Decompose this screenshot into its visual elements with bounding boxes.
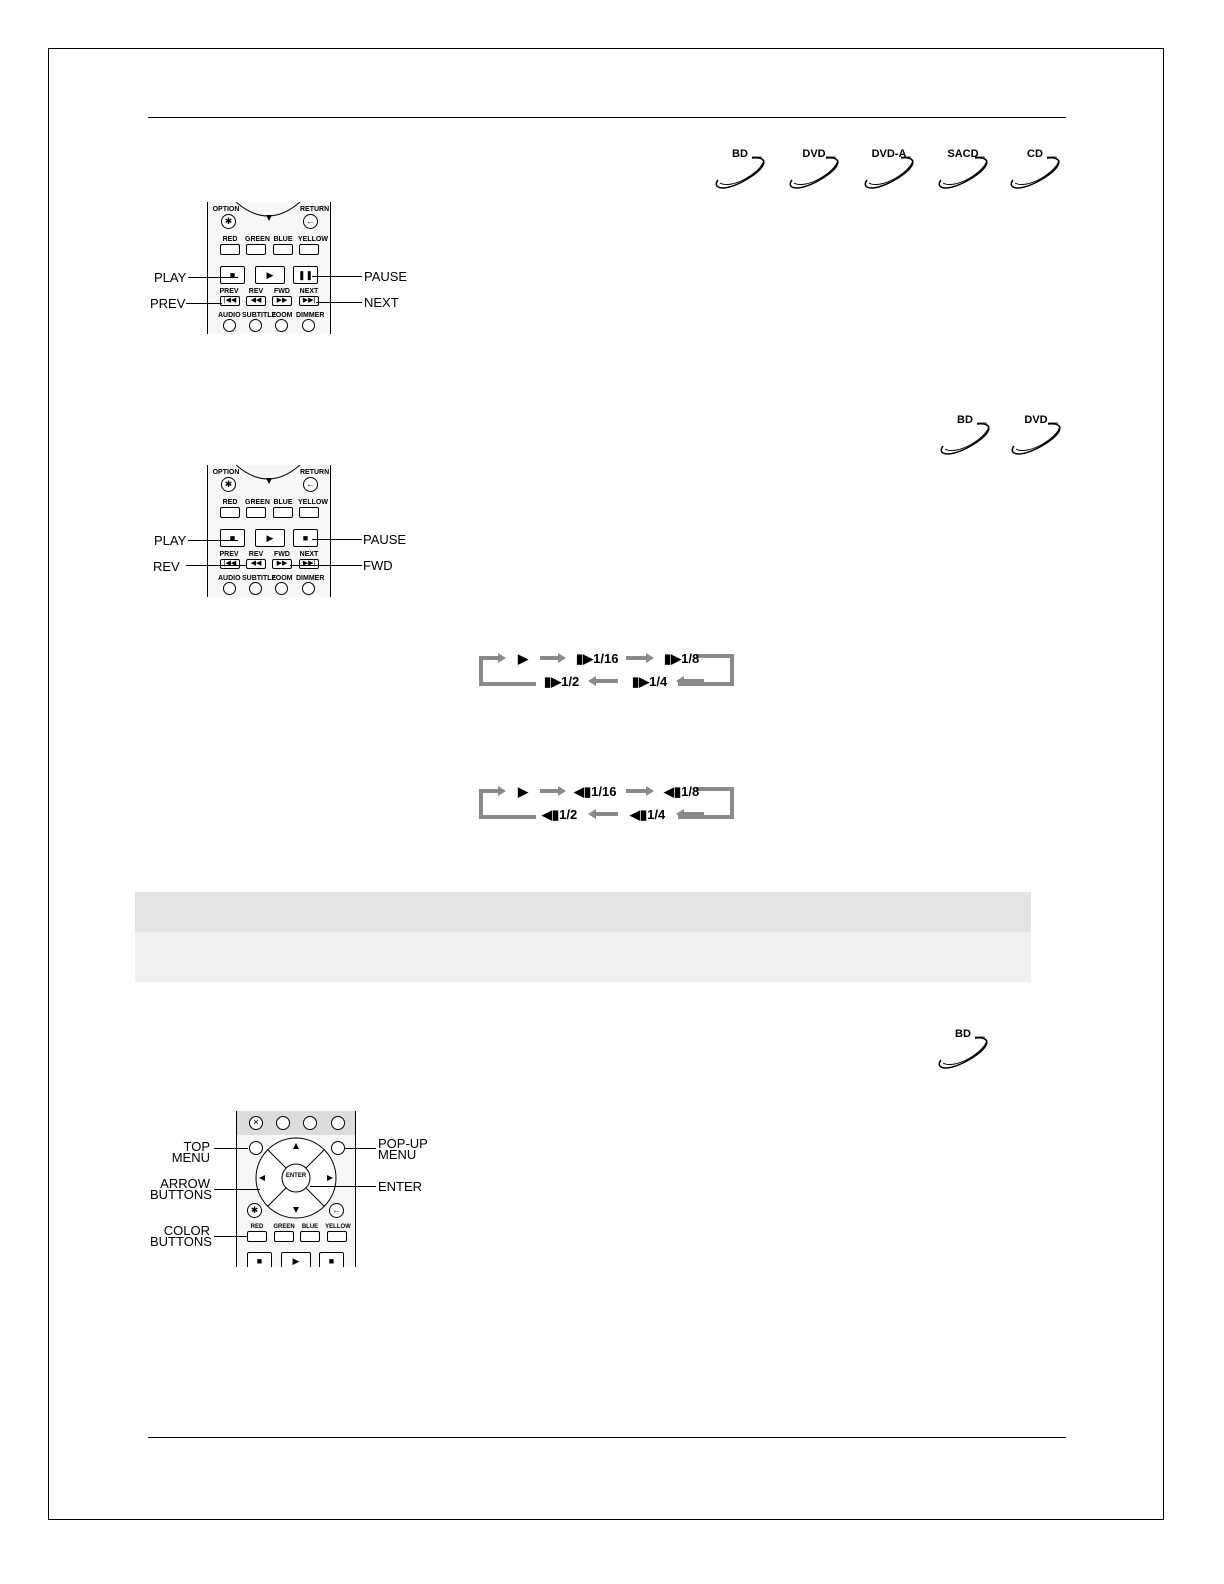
disc-logo-label: CD [1027,148,1043,160]
callout-prev: PREV [150,296,186,311]
green-key-label: GREEN [245,236,270,243]
next-key-label: NEXT [299,288,319,295]
disc-logo-label: SACD [947,148,979,160]
prev-key-label: PREV [219,288,239,295]
option-button[interactable]: ✱ [247,1203,262,1218]
stop-button[interactable]: ■ [247,1252,272,1267]
disc-logo-cd [1007,150,1067,192]
disc-logo-label: DVD [802,148,826,160]
yellow-key-label: YELLOW [298,236,328,243]
callout-top-menu: TOP MENU [171,1139,210,1165]
leader-popup-menu [344,1148,376,1149]
reverse-slow-sequence [478,783,738,823]
table-row-band [135,932,1031,982]
red-button[interactable] [220,244,240,255]
subtitle-button[interactable] [249,582,262,595]
green-key-label: GREEN [245,499,270,506]
disc-logo-bd [712,150,772,192]
zoom-key-label: ZOOM [271,575,293,582]
next-key-label: NEXT [299,551,319,558]
callout-next: NEXT [364,295,399,310]
seq-rev-1-4: ◀▮1/4 [630,807,666,822]
green-button[interactable] [246,244,266,255]
callout-fwd: FWD [363,558,393,573]
fwd-key-label: FWD [274,288,290,295]
red-key-label: RED [222,499,238,506]
disc-logo-label: DVD-A [871,148,907,160]
prev-button[interactable]: |◀◀ [220,296,240,306]
callout-color-buttons: COLOR BUTTONS [150,1223,212,1249]
disc-logo-label: BD [957,414,973,426]
play-button[interactable]: ▶ [255,266,285,284]
rev-key-label: REV [248,288,264,295]
green-key-label: GREEN [273,1224,295,1230]
subtitle-key-label: SUBTITLE [242,575,277,582]
leader-pause [312,539,362,540]
dimmer-button[interactable] [302,319,315,332]
leader-play [188,540,238,541]
callout-pause: PAUSE [363,532,407,547]
blue-button[interactable] [300,1231,320,1242]
disc-logo-bd [935,1030,995,1072]
callout-arrow-buttons: ARROW BUTTONS [150,1176,212,1202]
blue-key-label: BLUE [273,236,293,243]
red-button[interactable] [247,1231,267,1242]
callout-enter: ENTER [378,1179,423,1194]
play-button[interactable]: ▶ [281,1252,311,1267]
callout-play: PLAY [154,533,187,548]
option-button[interactable]: ✱ [221,214,236,229]
audio-button[interactable] [223,582,236,595]
enter-key-label: ENTER [285,1173,307,1179]
prev-button[interactable]: |◀◀ [220,559,240,569]
seq-rev-normal: ▶ [518,784,528,799]
seq-rev-1-2: ◀▮1/2 [542,807,578,822]
callout-popup-menu: POP-UP MENU [378,1136,428,1162]
stop-button[interactable]: ■ [220,266,245,284]
header-rule [148,117,1066,118]
next-button[interactable]: ▶▶| [299,296,319,306]
blue-key-label: BLUE [301,1224,319,1230]
zoom-button[interactable] [275,582,288,595]
green-button[interactable] [274,1231,294,1242]
rev-button[interactable]: ◀◀ [246,296,266,306]
disc-logo-label: BD [732,148,748,160]
music-button[interactable] [276,1116,290,1130]
zoom-key-label: ZOOM [271,312,293,319]
seq-fwd-1-8: ▮▶1/8 [664,651,700,666]
disc-logo-bd [937,416,997,458]
dimmer-key-label: DIMMER [296,575,325,582]
fwd-button[interactable]: ▶▶ [272,559,292,569]
disc-logo-dvda [861,150,921,192]
rev-button[interactable]: ◀◀ [246,559,266,569]
return-button[interactable]: ← [303,214,318,229]
prev-key-label: PREV [219,551,239,558]
callout-rev: REV [153,559,180,574]
return-key-label: RETURN [300,469,330,476]
leader-top-menu [214,1148,248,1149]
seq-fwd-1-4: ▮▶1/4 [632,674,668,689]
fwd-key-label: FWD [274,551,290,558]
red-key-label: RED [250,1224,264,1230]
option-button[interactable]: ✱ [221,477,236,492]
disc-logo-label: DVD [1024,414,1048,426]
seq-fwd-1-2: ▮▶1/2 [544,674,580,689]
leader-play [188,277,238,278]
table-header-band [135,892,1031,932]
play-button[interactable]: ▶ [255,529,285,547]
leader-color-buttons [214,1236,248,1237]
blue-key-label: BLUE [273,499,293,506]
return-key-label: RETURN [300,206,330,213]
option-key-label: OPTION [212,469,240,476]
disc-logo-sacd [935,150,995,192]
leader-prev [186,303,222,304]
info-button[interactable] [331,1116,345,1130]
pause-button[interactable]: ❚❚ [293,266,318,284]
dimmer-button[interactable] [302,582,315,595]
remote-slow-motion-image [207,465,331,597]
yellow-key-label: YELLOW [325,1224,351,1230]
audio-key-label: AUDIO [218,575,241,582]
green-button[interactable] [246,507,266,518]
yellow-button[interactable] [327,1231,347,1242]
footer-rule [148,1437,1066,1438]
leader-arrow-buttons [214,1189,260,1190]
blue-button[interactable] [273,507,293,518]
pause-button[interactable]: ■ [293,529,318,547]
yellow-button[interactable] [299,244,319,255]
stop-button[interactable]: ■ [220,529,245,547]
disc-logo-dvd [1008,416,1068,458]
leader-rev [186,565,246,566]
audio-key-label: AUDIO [218,312,241,319]
forward-slow-sequence [478,650,738,690]
seq-rev-1-8: ◀▮1/8 [664,784,700,799]
blue-button[interactable] [273,244,293,255]
seq-rev-1-16: ◀▮1/16 [574,784,617,799]
leader-pause [312,276,362,277]
return-button[interactable]: ← [329,1203,344,1218]
rev-key-label: REV [248,551,264,558]
close-button[interactable]: ✕ [249,1116,263,1130]
remote-playback-image [207,202,331,334]
subtitle-key-label: SUBTITLE [242,312,277,319]
pause-button[interactable]: ■ [319,1252,344,1267]
return-button[interactable]: ← [303,477,318,492]
disc-logo-label: BD [955,1028,971,1040]
fwd-button[interactable]: ▶▶ [272,296,292,306]
dimmer-key-label: DIMMER [296,312,325,319]
seq-fwd-normal: ▶ [518,651,528,666]
sync-button[interactable] [303,1116,317,1130]
red-key-label: RED [222,236,238,243]
option-key-label: OPTION [212,206,240,213]
next-button[interactable]: ▶▶| [299,559,319,569]
leader-next [316,302,362,303]
zoom-button[interactable] [275,319,288,332]
audio-button[interactable] [223,319,236,332]
callout-pause: PAUSE [364,269,408,284]
callout-play: PLAY [154,270,187,285]
subtitle-button[interactable] [249,319,262,332]
seq-fwd-1-16: ▮▶1/16 [576,651,619,666]
red-button[interactable] [220,507,240,518]
yellow-button[interactable] [299,507,319,518]
yellow-key-label: YELLOW [298,499,328,506]
leader-fwd [290,565,362,566]
disc-logo-dvd [786,150,846,192]
leader-enter [310,1186,376,1187]
